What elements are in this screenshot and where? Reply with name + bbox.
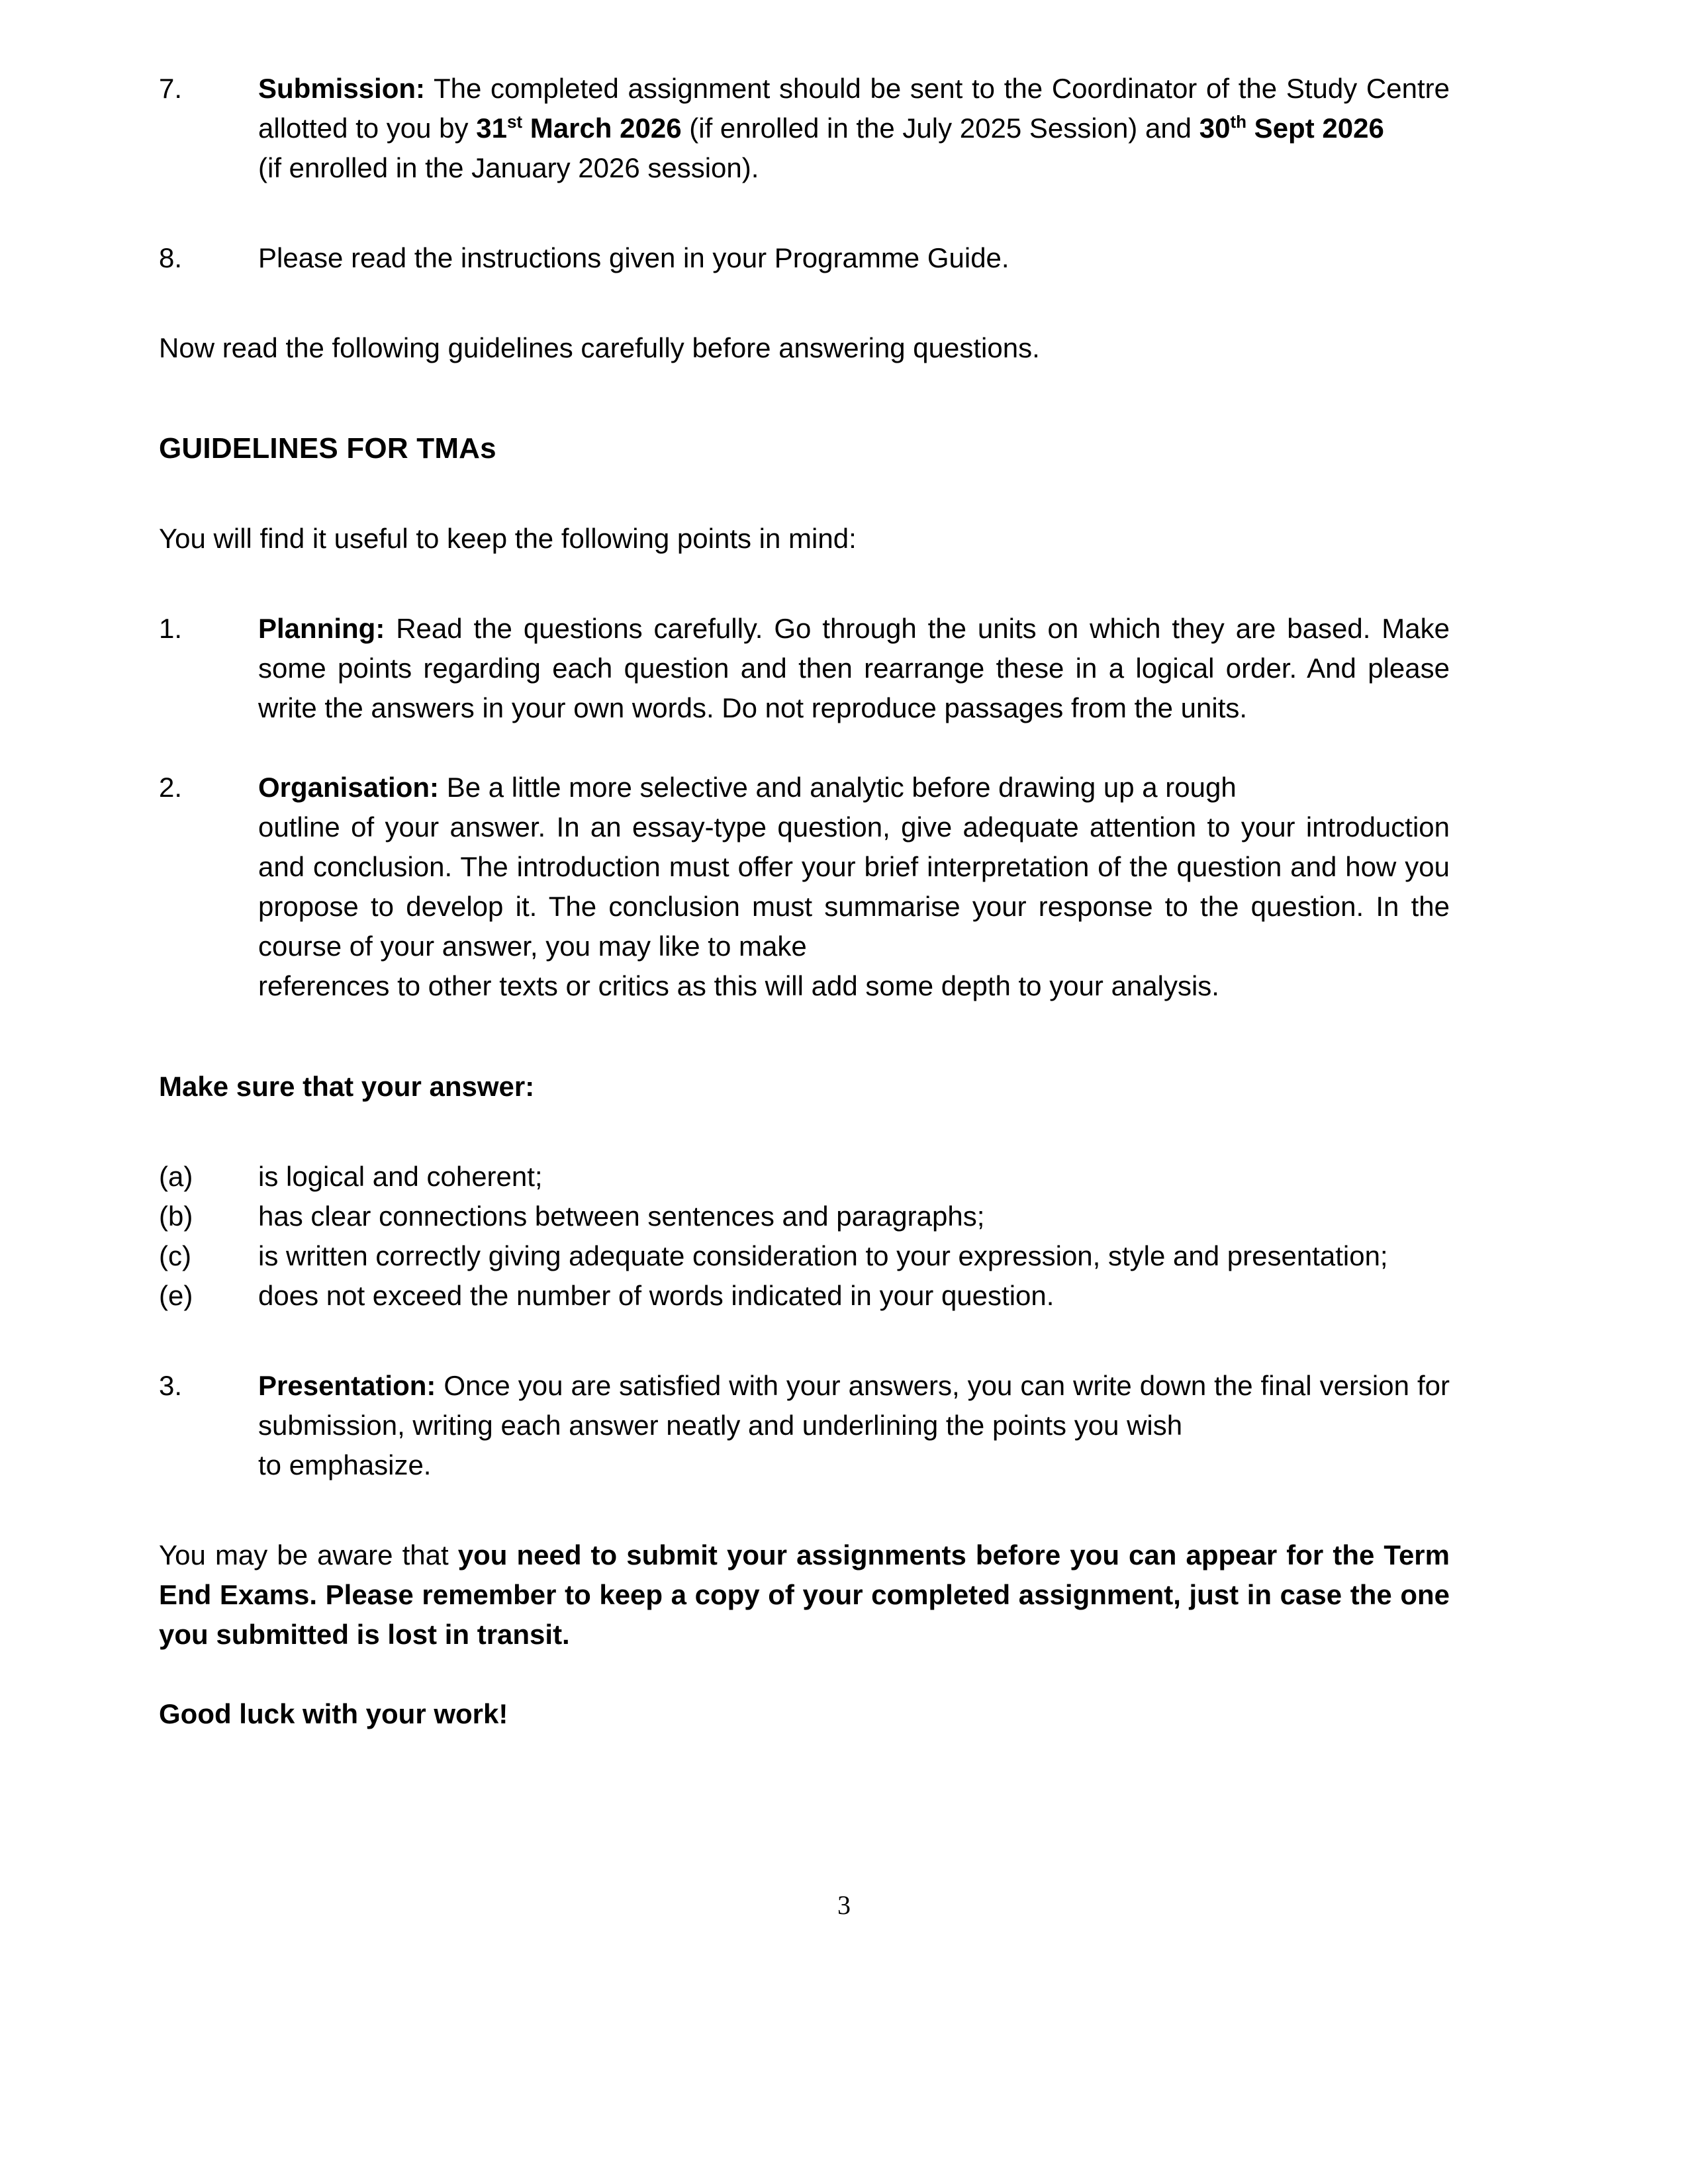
list-item-text: is written correctly giving adequate consideration to your expression, style and presentation; [258, 1240, 1388, 1271]
spacer [159, 728, 1450, 768]
organisation-label: Organisation: [258, 772, 440, 803]
answer-criteria-list [159, 1157, 1450, 1316]
list-marker: 1. [159, 613, 183, 644]
spacer [159, 559, 1450, 609]
now-read-paragraph: Now read the following guidelines carefully before answering questions. [159, 332, 1040, 363]
presentation-lastline: to emphasize. [258, 1449, 432, 1480]
list-item [159, 1236, 1450, 1276]
spacer [159, 1485, 1450, 1535]
due-date-2-number: 30 [1199, 113, 1231, 144]
due-date-1-suffix: st [506, 112, 523, 132]
spacer [159, 469, 1450, 519]
list-marker: (a) [159, 1161, 193, 1192]
useful-points-paragraph: You will find it useful to keep the following points in mind: [159, 523, 857, 554]
list-item-8-body: Please read the instructions given in your Programme Guide. [258, 242, 1009, 273]
closing-bold-text: you need to submit your assignments before you can appear for the Term End Exams. Please remember to keep a copy of your completed assignment, just in case the one you submitted is lost in transit. [159, 1539, 1450, 1650]
planning-label: Planning: [258, 613, 385, 644]
organisation-lastline: references to other texts or critics as this will add some depth to your analysis. [258, 970, 1219, 1001]
submission-label: Submission: [258, 73, 426, 104]
list-marker: (c) [159, 1240, 191, 1271]
presentation-text: Once you are satisfied with your answers, you can write down the final version for submission, writing each answer neatly and underlining the points you wish [258, 1370, 1450, 1441]
closing-lead-text: You may be aware that [159, 1539, 458, 1570]
page-title: GUIDELINES FOR TMAs [159, 432, 496, 465]
list-item [159, 1157, 1450, 1197]
organisation-first-line [258, 768, 1450, 807]
organisation-rest: outline of your answer. In an essay-type question, give adequate attention to your introduction and conclusion. The introduction must offer your brief interpretation of the question and how you propose to develop it. The conclusion must summarise your response to the question. In the course of your answer, you may like to make [258, 811, 1450, 962]
make-sure-heading: Make sure that your answer: [159, 1071, 535, 1102]
list-marker: 7. [159, 73, 183, 104]
due-date-1-number: 31 [476, 113, 507, 144]
list-marker: 2. [159, 772, 183, 803]
due-date-2-suffix: th [1230, 112, 1247, 132]
planning-text: Read the questions carefully. Go through the units on which they are based. Make some points regarding each question and then rearrange these in a logical order. And please write the answers in your own words. Do not reproduce passages from the units. [258, 613, 1450, 723]
due-date-1 [476, 113, 681, 144]
due-date-1-rest: March 2026 [522, 113, 682, 144]
due-date-2 [1199, 113, 1384, 144]
list-marker: 3. [159, 1370, 183, 1401]
list-item-8 [159, 238, 1450, 278]
list-item-2 [159, 768, 1450, 1006]
submission-text-2: (if enrolled in the July 2025 Session) and [681, 113, 1199, 144]
spacer [159, 1316, 1450, 1366]
spacer [159, 278, 1450, 328]
list-marker: (e) [159, 1280, 193, 1311]
closing-paragraph [159, 1535, 1450, 1655]
page-content [159, 69, 1450, 1734]
spacer [159, 368, 1450, 429]
list-item-1-body [258, 609, 1450, 728]
spacer [159, 188, 1450, 238]
list-marker: (b) [159, 1201, 193, 1232]
spacer [159, 1006, 1450, 1067]
list-item-1 [159, 609, 1450, 728]
list-item-3-body [258, 1366, 1450, 1485]
list-item-text: has clear connections between sentences and paragraphs; [258, 1201, 985, 1232]
list-item-7-body [258, 69, 1450, 188]
page-number: 3 [837, 1890, 851, 1920]
good-luck-text: Good luck with your work! [159, 1698, 508, 1729]
presentation-label: Presentation: [258, 1370, 436, 1401]
list-item-7 [159, 69, 1450, 188]
list-item-3 [159, 1366, 1450, 1485]
list-marker: 8. [159, 242, 183, 273]
spacer [159, 1107, 1450, 1157]
list-item [159, 1197, 1450, 1236]
list-item-text: does not exceed the number of words indicated in your question. [258, 1280, 1055, 1311]
submission-text-3: (if enrolled in the January 2026 session). [258, 152, 759, 183]
list-item-text: is logical and coherent; [258, 1161, 543, 1192]
organisation-line1: Be a little more selective and analytic before drawing up a rough [439, 772, 1237, 803]
list-item [159, 1276, 1450, 1316]
due-date-2-rest: Sept 2026 [1246, 113, 1384, 144]
list-item-2-body [258, 768, 1450, 1006]
spacer [159, 1655, 1450, 1694]
submission-text-1: The completed assignment should be sent to the Coordinator of the Study Centre allotted to you by [258, 73, 1450, 144]
